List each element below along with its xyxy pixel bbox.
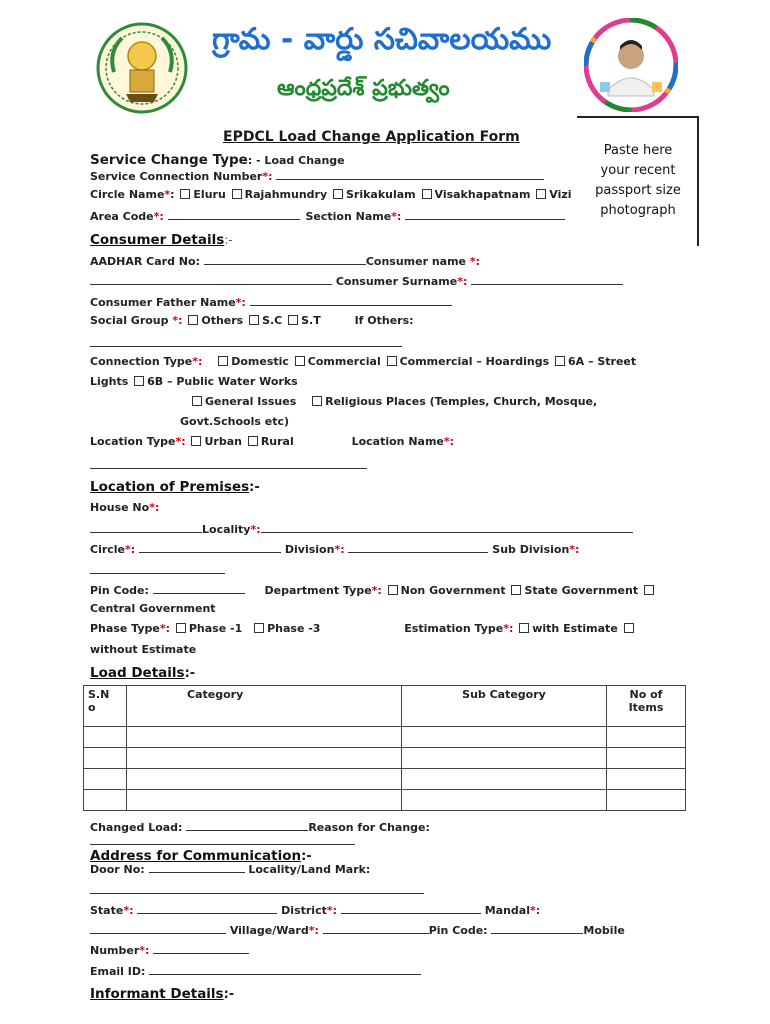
- checkbox-phase-1[interactable]: [176, 623, 186, 633]
- connection-type-row: Connection Type*: Domestic Commercial Commercial – Hoardings 6A – Street: [90, 355, 637, 368]
- checkbox-general-issues[interactable]: [192, 396, 202, 406]
- social-group-row: Social Group *: Others S.C S.T If Others:: [90, 314, 414, 327]
- column-header-sno: S.N o: [84, 686, 127, 727]
- premises-heading: Location of Premises:-: [90, 479, 260, 495]
- father-name-row: Consumer Father Name*:: [90, 294, 452, 309]
- telugu-title: గ్రామ - వార్డు సచివాలయము: [212, 22, 552, 57]
- subdivision-input[interactable]: [90, 573, 225, 574]
- locality-input[interactable]: [261, 521, 633, 533]
- address-pin-input[interactable]: [491, 922, 583, 934]
- load-details-heading: Load Details:-: [90, 665, 196, 681]
- consumer-surname-row: Consumer Surname*:: [90, 273, 623, 288]
- connection-type-line2: Lights 6B – Public Water Works: [90, 375, 298, 388]
- landmark-input[interactable]: [90, 893, 424, 894]
- location-name-input[interactable]: [90, 468, 367, 469]
- area-code-input[interactable]: [168, 208, 300, 220]
- checkbox-street-lights[interactable]: [555, 356, 565, 366]
- table-row[interactable]: [84, 727, 686, 748]
- checkbox-state-government[interactable]: [511, 585, 521, 595]
- village-row: Village/Ward*: Pin Code: Mobile: [90, 922, 625, 937]
- mobile-number-input[interactable]: [153, 942, 249, 954]
- checkbox-others[interactable]: [188, 315, 198, 325]
- estimation-line2: without Estimate: [90, 643, 197, 656]
- checkbox-without-estimate[interactable]: [624, 623, 634, 633]
- table-row[interactable]: [84, 748, 686, 769]
- house-no-label: House No*:: [90, 501, 160, 514]
- division-input[interactable]: [348, 541, 488, 553]
- checkbox-non-government[interactable]: [388, 585, 398, 595]
- checkbox-domestic[interactable]: [218, 356, 228, 366]
- email-input[interactable]: [149, 963, 421, 975]
- checkbox-religious-places[interactable]: [312, 396, 322, 406]
- aadhar-row: AADHAR Card No: Consumer name *:: [90, 255, 481, 268]
- table-header-row: [84, 686, 686, 727]
- father-name-input[interactable]: [250, 294, 452, 306]
- checkbox-visakhapatnam[interactable]: [422, 189, 432, 199]
- email-row: Email ID:: [90, 963, 421, 978]
- area-code-row: Area Code*: Section Name*:: [90, 208, 565, 223]
- state-emblem-logo: [96, 22, 188, 114]
- service-connection-row: Service Connection Number*:: [90, 168, 544, 183]
- connection-type-line3: General Issues Religious Places (Temples, Church, Mosque,: [190, 395, 597, 408]
- dept-line2: Central Government: [90, 602, 216, 615]
- consumer-surname-input[interactable]: [471, 273, 623, 285]
- mandal-input[interactable]: [90, 922, 226, 934]
- pin-code-input[interactable]: [153, 582, 245, 594]
- checkbox-with-estimate[interactable]: [519, 623, 529, 633]
- service-change-heading: Service Change Type: - Load Change: [90, 152, 345, 168]
- column-header-category: Category: [127, 686, 402, 727]
- connection-type-line4: Govt.Schools etc): [180, 415, 289, 428]
- service-connection-input[interactable]: [276, 168, 544, 180]
- form-title: EPDCL Load Change Application Form: [223, 129, 520, 145]
- column-header-subcategory: Sub Category: [402, 686, 607, 727]
- changed-load-row: Changed Load: Reason for Change:: [90, 821, 430, 834]
- circle-name-row: Circle Name*: Eluru Rajahmundry Srikakulam Visakhapatnam Vizi: [90, 188, 572, 201]
- address-heading: Address for Communication:-: [90, 848, 312, 864]
- circle-division-row: Circle*: Division*: Sub Division*:: [90, 543, 580, 556]
- state-input[interactable]: [137, 902, 277, 914]
- informant-heading: Informant Details:-: [90, 986, 235, 1002]
- house-no-input[interactable]: [90, 521, 202, 533]
- mobile-number-row: Number*:: [90, 942, 249, 957]
- photo-area-mask: [579, 118, 695, 242]
- checkbox-central-government[interactable]: [644, 585, 654, 595]
- location-type-row: Location Type*: Urban Rural Location Name*:: [90, 435, 455, 448]
- secretariat-photo-logo: [584, 18, 678, 112]
- photo-placeholder-text: Paste here your recent passport size photograph: [595, 143, 681, 218]
- checkbox-rajahmundry[interactable]: [232, 189, 242, 199]
- load-details-table: [83, 685, 686, 811]
- checkbox-sc[interactable]: [249, 315, 259, 325]
- checkbox-commercial-hoardings[interactable]: [387, 356, 397, 366]
- table-row[interactable]: [84, 769, 686, 790]
- changed-load-input[interactable]: [186, 819, 308, 831]
- if-others-input[interactable]: [90, 346, 402, 347]
- door-row: Door No: Locality/Land Mark:: [90, 863, 371, 876]
- checkbox-phase-3[interactable]: [254, 623, 264, 633]
- checkbox-urban[interactable]: [191, 436, 201, 446]
- aadhar-input[interactable]: [204, 253, 366, 265]
- checkbox-eluru[interactable]: [180, 189, 190, 199]
- checkbox-vizi[interactable]: [536, 189, 546, 199]
- state-row: State*: District*: Mandal*:: [90, 904, 541, 917]
- table-row[interactable]: [84, 790, 686, 811]
- checkbox-public-water-works[interactable]: [134, 376, 144, 386]
- consumer-name-input[interactable]: [90, 273, 332, 285]
- district-input[interactable]: [341, 902, 481, 914]
- village-input[interactable]: [323, 922, 429, 934]
- checkbox-st[interactable]: [288, 315, 298, 325]
- column-header-no-of-items: No of Items: [607, 686, 686, 727]
- section-name-input[interactable]: [405, 208, 565, 220]
- locality-row: Locality*:: [90, 521, 633, 536]
- circle-input[interactable]: [139, 541, 281, 553]
- checkbox-commercial[interactable]: [295, 356, 305, 366]
- pin-dept-row: Pin Code: Department Type*: Non Government State Government: [90, 582, 657, 597]
- consumer-details-heading: Consumer Details:-: [90, 232, 233, 248]
- checkbox-rural[interactable]: [248, 436, 258, 446]
- checkbox-srikakulam[interactable]: [333, 189, 343, 199]
- door-no-input[interactable]: [149, 861, 245, 873]
- phase-estimation-row: Phase Type*: Phase -1 Phase -3 Estimation Type*: with Estimate: [90, 622, 637, 635]
- telugu-subtitle: ఆంధ్రప్రదేశ్ ప్రభుత్వం: [277, 76, 450, 101]
